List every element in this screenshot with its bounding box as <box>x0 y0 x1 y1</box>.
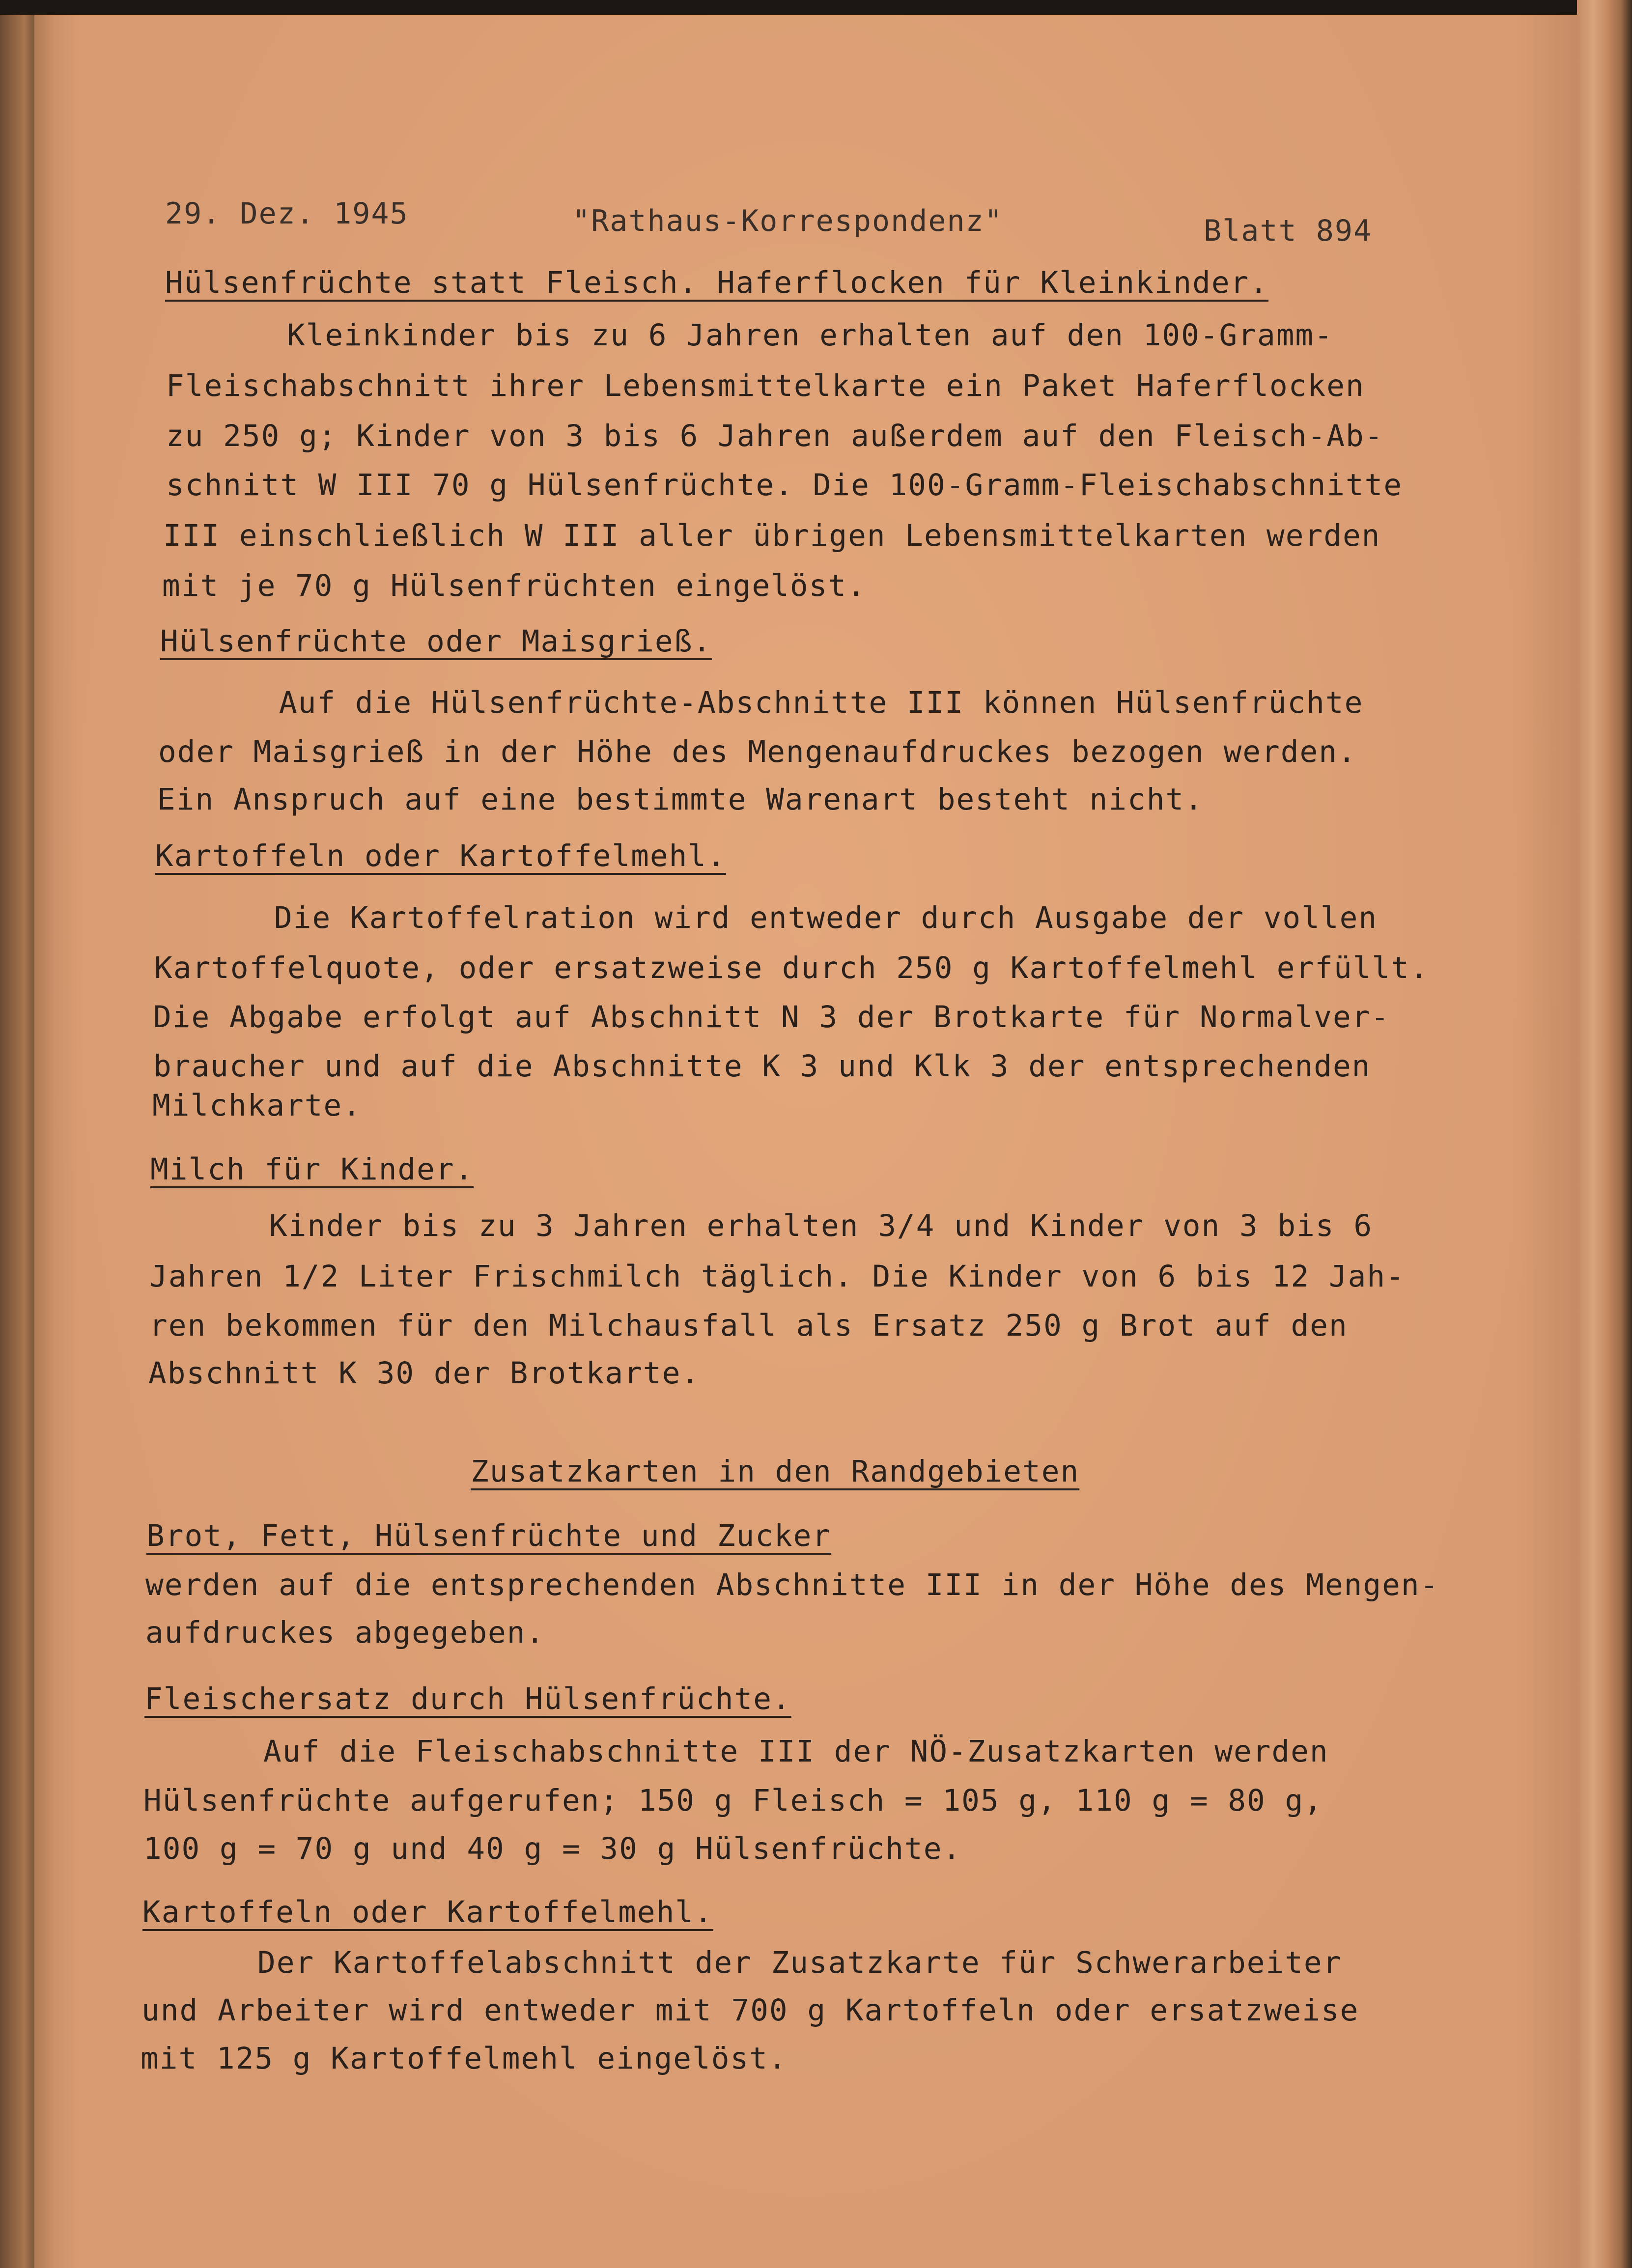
body-line: werden auf die entsprechenden Abschnitte III in der Höhe des Mengen- <box>145 1568 1439 1602</box>
body-line: mit 125 g Kartoffelmehl eingelöst. <box>141 2041 788 2076</box>
body-line: Auf die Fleischabschnitte III der NÖ-Zusatzkarten werden <box>263 1734 1329 1769</box>
body-line: mit je 70 g Hülsenfrüchten eingelöst. <box>162 568 866 603</box>
header-publication: "Rathaus-Korrespondenz" <box>572 204 1003 238</box>
body-line: 100 g = 70 g und 40 g = 30 g Hülsenfrüchte. <box>143 1831 962 1866</box>
body-line: III einschließlich W III aller übrigen Lebensmittelkarten werden <box>163 518 1381 553</box>
body-line: Die Abgabe erfolgt auf Abschnitt N 3 der Brotkarte für Normalver- <box>153 1000 1390 1035</box>
header-date: 29. Dez. 1945 <box>165 196 409 231</box>
body-line: Kleinkinder bis zu 6 Jahren erhalten auf den 100-Gramm- <box>287 318 1333 353</box>
section-heading: Hülsenfrüchte oder Maisgrieß. <box>160 624 712 659</box>
section-title: Zusatzkarten in den Randgebieten <box>471 1454 1080 1489</box>
section-heading: Milch für Kinder. <box>150 1152 474 1187</box>
body-line: braucher und auf die Abschnitte K 3 und Klk 3 der entsprechenden <box>153 1049 1371 1084</box>
section-heading: Fleischersatz durch Hülsenfrüchte. <box>144 1681 791 1716</box>
body-line: Ein Anspruch auf eine bestimmte Warenart besteht nicht. <box>157 782 1204 817</box>
section-heading: Kartoffeln oder Kartoffelmehl. <box>142 1895 713 1930</box>
body-line: aufdruckes abgegeben. <box>145 1615 545 1650</box>
body-line: Kinder bis zu 3 Jahren erhalten 3/4 und Kinder von 3 bis 6 <box>269 1208 1373 1243</box>
body-line: Kartoffelquote, oder ersatzweise durch 250 g Kartoffelmehl erfüllt. <box>154 951 1429 985</box>
body-line: ren bekommen für den Milchausfall als Ersatz 250 g Brot auf den <box>149 1308 1348 1343</box>
body-line: Auf die Hülsenfrüchte-Abschnitte III können Hülsenfrüchte <box>279 685 1364 720</box>
body-line: Abschnitt K 30 der Brotkarte. <box>148 1356 701 1391</box>
header-sheet-number: Blatt 894 <box>1204 214 1373 248</box>
body-line: Fleischabschnitt ihrer Lebensmittelkarte ein Paket Haferflocken <box>166 368 1365 403</box>
section-heading: Brot, Fett, Hülsenfrüchte und Zucker <box>146 1518 832 1553</box>
body-line: Hülsenfrüchte aufgerufen; 150 g Fleisch = 105 g, 110 g = 80 g, <box>143 1783 1323 1818</box>
section-heading: Hülsenfrüchte statt Fleisch. Haferflocken für Kleinkinder. <box>165 265 1269 300</box>
body-line: Jahren 1/2 Liter Frischmilch täglich. Die Kinder von 6 bis 12 Jah- <box>149 1259 1405 1294</box>
body-line: schnitt W III 70 g Hülsenfrüchte. Die 100-Gramm-Fleischabschnitte <box>166 468 1403 503</box>
body-line: Die Kartoffelration wird entweder durch Ausgabe der vollen <box>274 900 1378 935</box>
body-line: Milchkarte. <box>152 1088 362 1123</box>
body-line: Der Kartoffelabschnitt der Zusatzkarte für Schwerarbeiter <box>257 1945 1342 1980</box>
section-heading: Kartoffeln oder Kartoffelmehl. <box>155 839 726 873</box>
body-line: oder Maisgrieß in der Höhe des Mengenaufdruckes bezogen werden. <box>158 734 1357 769</box>
body-line: und Arbeiter wird entweder mit 700 g Kartoffeln oder ersatzweise <box>141 1993 1359 2028</box>
body-line: zu 250 g; Kinder von 3 bis 6 Jahren außerdem auf den Fleisch-Ab- <box>166 419 1384 453</box>
